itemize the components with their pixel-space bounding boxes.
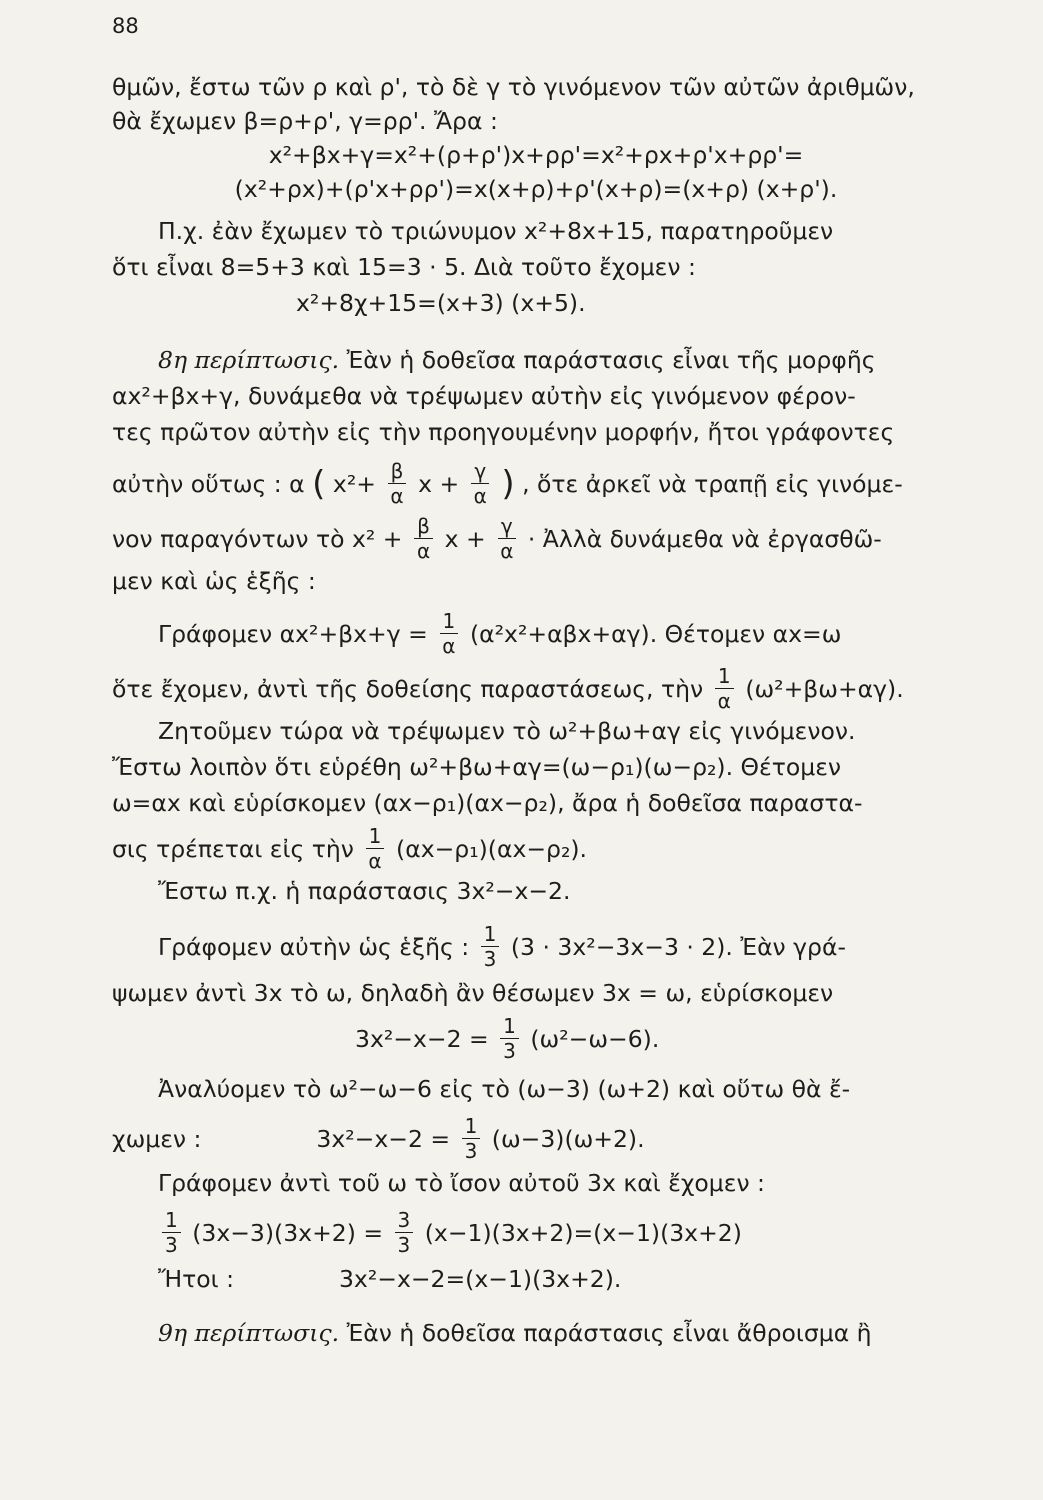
text-span: (x−1)(3x+2)=(x−1)(3x+2) [424, 1219, 742, 1247]
fraction: $\frac{1}{3}$ [162, 1210, 181, 1255]
text-span: Γράφομεν αx²+βx+γ = [158, 620, 428, 648]
text-line [158, 345, 960, 375]
text-span: νον παραγόντων τὸ x² + [112, 525, 403, 553]
text-span: χωμεν : [112, 1125, 202, 1153]
equation-line [355, 1014, 855, 1063]
text-span: αὐτὴν οὕτως : α [112, 470, 305, 498]
fraction: $\frac{1}{3}$ [462, 1116, 481, 1161]
close-bracket: ) [501, 463, 515, 504]
case-heading: 9η περίπτωσις. [158, 1319, 340, 1347]
text-line [158, 1318, 960, 1348]
text-line: Ζητοῦμεν τώρα νὰ τρέψωμεν τὸ ω²+βω+αγ εἰς γινόμενον. [158, 717, 856, 745]
text-line: μεν καὶ ὡς ἑξῆς : [112, 567, 316, 595]
fraction: $\frac{\beta}{\alpha}$ [414, 516, 433, 561]
fraction: $\frac{1}{\alpha}$ [439, 611, 458, 656]
text-line: θμῶν, ἔστω τῶν ρ καὶ ρ', τὸ δὲ γ τὸ γινόμενον τῶν αὐτῶν ἀριθμῶν, [112, 73, 915, 101]
text-line [112, 664, 960, 713]
text-line [112, 824, 960, 873]
text-line: Ἔστω π.χ. ἡ παράστασις 3x²−x−2. [158, 877, 571, 905]
text-line: Π.χ. ἐὰν ἔχωμεν τὸ τριώνυμον x²+8x+15, παρατηροῦμεν [158, 217, 834, 245]
text-span: (α²x²+αβx+αγ). Θέτομεν αx=ω [469, 620, 842, 648]
fraction: $\frac{1}{3}$ [500, 1016, 519, 1061]
fraction: $\frac{\gamma}{\alpha}$ [497, 516, 516, 561]
text-line [112, 514, 960, 563]
fraction: $\frac{1}{\alpha}$ [715, 666, 734, 711]
text-line: ὅτι εἶναι 8=5+3 καὶ 15=3 · 5. Διὰ τοῦτο ἔχομεν : [112, 253, 696, 281]
text-span: 3x²−x−2 = [355, 1025, 489, 1053]
text-line [158, 1264, 960, 1294]
text-span: Γράφομεν αὐτὴν ὡς ἑξῆς : [158, 933, 470, 961]
fraction: $\frac{3}{3}$ [395, 1210, 414, 1255]
text-span: x + [444, 525, 486, 553]
text-line: Γράφομεν ἀντὶ τοῦ ω τὸ ἴσον αὐτοῦ 3x καὶ ἔχομεν : [158, 1169, 765, 1197]
text-span: 3x²−x−2=(x−1)(3x+2). [338, 1265, 622, 1293]
text-span: 3x²−x−2 = [316, 1125, 451, 1153]
text-line: ψωμεν ἀντὶ 3x τὸ ω, δηλαδὴ ἂν θέσωμεν 3x = ω, εὑρίσκομεν [112, 979, 834, 1007]
text-span: x + [418, 470, 460, 498]
text-span: , ὅτε ἀρκεῖ νὰ τραπῇ εἰς γινόμε- [522, 470, 903, 498]
text-line [112, 1114, 960, 1163]
text-span: (ω²−ω−6). [530, 1025, 660, 1053]
open-bracket: ( [312, 463, 326, 504]
equation-line: x²+8χ+15=(x+3) (x+5). [296, 289, 586, 317]
text-span: x²+ [332, 470, 376, 498]
equation-line: x²+βx+γ=x²+(ρ+ρ')x+ρρ'=x²+ρx+ρ'x+ρρ'= [268, 141, 804, 169]
text-line: ω=αx καὶ εὑρίσκομεν (αx−ρ₁)(αx−ρ₂), ἄρα ἡ δοθεῖσα παραστα- [112, 789, 863, 817]
text-line [158, 609, 960, 658]
page-number: 88 [112, 14, 139, 38]
case-heading: 8η περίπτωσις. [158, 346, 340, 374]
text-line: τες πρῶτον αὐτὴν εἰς τὴν προηγουμένην μορφήν, ἤτοι γράφοντες [112, 418, 895, 446]
text-span: Ἐὰν ἡ δοθεῖσα παράστασις εἶναι ἄθροισμα ἢ [346, 1319, 872, 1347]
equation-line: (x²+ρx)+(ρ'x+ρρ')=x(x+ρ)+ρ'(x+ρ)=(x+ρ) (x+ρ'). [234, 175, 838, 203]
fraction: $\frac{\gamma}{\alpha}$ [471, 461, 490, 506]
equation-line [158, 1208, 960, 1257]
text-span: σις τρέπεται εἰς τὴν [112, 835, 354, 863]
text-line: Ἔστω λοιπὸν ὅτι εὑρέθη ω²+βω+αγ=(ω−ρ₁)(ω−ρ₂). Θέτομεν [112, 753, 842, 781]
text-span: (3 · 3x²−3x−3 · 2). Ἐὰν γρά- [510, 933, 846, 961]
text-line [158, 922, 960, 971]
fraction: $\frac{1}{3}$ [481, 924, 500, 969]
text-line: αx²+βx+γ, δυνάμεθα νὰ τρέψωμεν αὐτὴν εἰς γινόμενον φέρον- [112, 382, 856, 410]
fraction: $\frac{\beta}{\alpha}$ [387, 461, 406, 506]
text-span: (ω−3)(ω+2). [491, 1125, 645, 1153]
text-span: Ἐὰν ἡ δοθεῖσα παράστασις εἶναι τῆς μορφῆς [346, 346, 876, 374]
text-line: θὰ ἔχωμεν β=ρ+ρ', γ=ρρ'. Ἄρα : [112, 107, 498, 135]
text-line: Ἀναλύομεν τὸ ω²−ω−6 εἰς τὸ (ω−3) (ω+2) καὶ οὕτω θὰ ἔ- [158, 1075, 851, 1103]
text-span: (ω²+βω+αγ). [745, 675, 904, 703]
text-line [112, 459, 960, 508]
fraction: $\frac{1}{\alpha}$ [365, 826, 384, 871]
text-span: (αx−ρ₁)(αx−ρ₂). [396, 835, 588, 863]
text-span: ὅτε ἔχομεν, ἀντὶ τῆς δοθείσης παραστάσεως, τὴν [112, 675, 704, 703]
text-span: (3x−3)(3x+2) = [192, 1219, 384, 1247]
text-span: · Ἀλλὰ δυνάμεθα νὰ ἐργασθῶ- [527, 525, 882, 553]
text-span: Ἤτοι : [158, 1265, 234, 1293]
